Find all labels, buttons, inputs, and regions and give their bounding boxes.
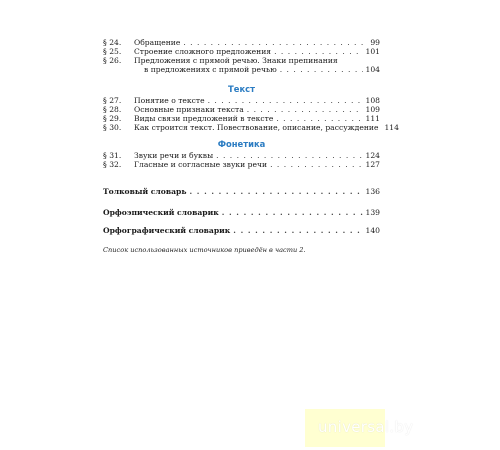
page-number: 140 [365, 226, 380, 235]
toc-entry [103, 114, 380, 123]
leader-dots [274, 47, 362, 56]
section-number: § 26. [103, 56, 122, 65]
toc-entry [103, 187, 380, 196]
leader-dots [183, 38, 363, 47]
entry-title: Как строится текст. Повествование, описание, рассуждение [134, 123, 379, 132]
leader-dots [208, 96, 363, 105]
page-number: 127 [365, 160, 380, 169]
leader-dots [247, 105, 363, 114]
toc-block-phonetics [103, 151, 380, 169]
leader-dots [233, 226, 362, 235]
section-heading-phonetics: Фонетика [217, 139, 266, 149]
toc-block-syntax [103, 38, 380, 74]
toc-entry [103, 47, 380, 56]
toc-entry-continuation [103, 65, 380, 74]
section-number: § 29. [103, 114, 122, 123]
entry-title: Обращение [134, 38, 181, 47]
entry-title: Виды связи предложений в тексте [134, 114, 274, 123]
leader-dots [280, 65, 363, 74]
entry-title-continuation: в предложениях с прямой речью [144, 65, 277, 74]
entry-title: Основные признаки текста [134, 105, 244, 114]
page-number: 114 [384, 123, 399, 132]
entry-title: Толковый словарь [103, 187, 187, 196]
entry-title: Строение сложного предложения [134, 47, 272, 56]
toc-entry [103, 105, 380, 114]
leader-dots [216, 151, 362, 160]
toc-entry [103, 96, 380, 105]
sources-note: Список использованных источников приведён в части 2. [103, 246, 306, 254]
entry-title: Гласные и согласные звуки речи [134, 160, 268, 169]
toc-entry [103, 56, 380, 65]
toc-dictionary [103, 187, 380, 196]
page-number: 101 [365, 47, 380, 56]
toc-entry [103, 123, 399, 132]
page-number: 108 [365, 96, 380, 105]
section-number: § 25. [103, 47, 122, 56]
entry-title: Орфоэпический словарик [103, 208, 219, 217]
section-number: § 31. [103, 151, 122, 160]
section-number: § 27. [103, 96, 122, 105]
toc-entry [103, 151, 380, 160]
toc-dictionary [103, 226, 380, 235]
page-number: 111 [365, 114, 380, 123]
toc-block-text [103, 96, 399, 132]
leader-dots [190, 187, 363, 196]
entry-title: Звуки речи и буквы [134, 151, 214, 160]
section-number: § 24. [103, 38, 122, 47]
entry-title: Понятие о тексте [134, 96, 205, 105]
page-number: 109 [365, 105, 380, 114]
section-number: § 32. [103, 160, 122, 169]
toc-entry [103, 38, 380, 47]
toc-entry [103, 226, 380, 235]
page-number: 124 [365, 151, 380, 160]
watermark-text: universal.by [318, 418, 414, 436]
toc-entry [103, 208, 380, 217]
section-heading-text: Текст [228, 84, 255, 94]
page-number: 139 [365, 208, 380, 217]
section-number: § 28. [103, 105, 122, 114]
leader-dots [222, 208, 363, 217]
page-number: 104 [365, 65, 380, 74]
entry-title: Предложения с прямой речью. Знаки препинания [134, 56, 338, 65]
leader-dots [276, 114, 362, 123]
section-number: § 30. [103, 123, 122, 132]
entry-title: Орфографический словарик [103, 226, 231, 235]
page-number: 136 [365, 187, 380, 196]
toc-entry [103, 160, 380, 169]
page-number: 99 [370, 38, 380, 47]
leader-dots [270, 160, 362, 169]
toc-dictionary [103, 208, 380, 217]
